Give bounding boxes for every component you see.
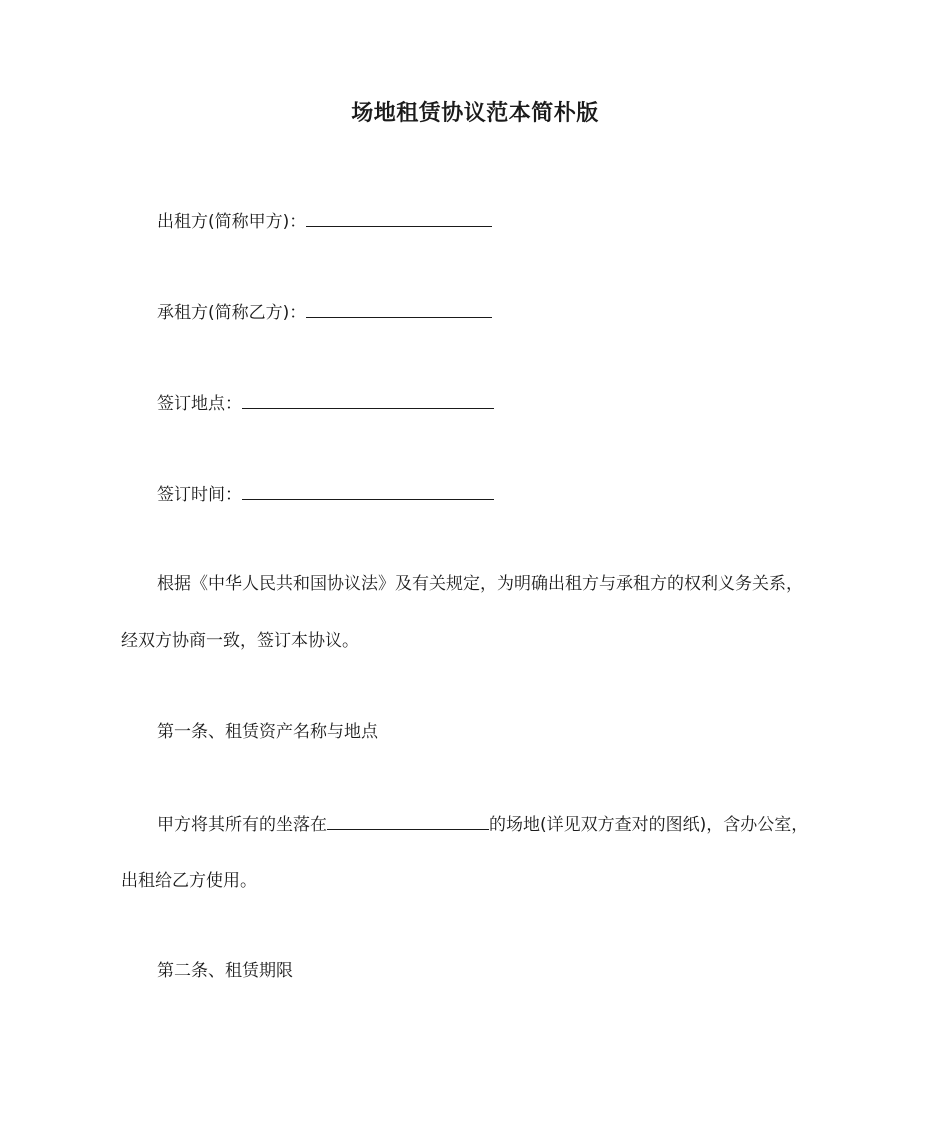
sign-time-line <box>157 481 494 507</box>
article1-heading: 第一条、租赁资产名称与地点 <box>157 722 378 742</box>
lessee-blank <box>306 299 492 318</box>
sign-time-blank <box>242 481 494 500</box>
sign-place-blank <box>242 390 494 409</box>
lessor-line <box>157 208 492 234</box>
sign-time-label: 签订时间： <box>157 485 242 505</box>
lessee-label: 承租方(简称乙方)： <box>157 303 307 323</box>
document-title: 场地租赁协议范本简朴版 <box>351 101 599 126</box>
preamble-line-2: 经双方协商一致，签订本协议。 <box>121 631 359 651</box>
article1-line-1 <box>157 811 808 837</box>
article1-location-blank <box>327 811 489 830</box>
article1-text-after: 的场地(详见双方查对的图纸)，含办公室， <box>489 815 809 835</box>
article1-line-2: 出租给乙方使用。 <box>121 871 257 891</box>
sign-place-label: 签订地点： <box>157 394 242 414</box>
lessee-line <box>157 299 492 325</box>
article1-text-before: 甲方将其所有的坐落在 <box>157 815 327 835</box>
sign-place-line <box>157 390 494 416</box>
article2-heading: 第二条、租赁期限 <box>157 961 293 981</box>
lessor-blank <box>306 208 492 227</box>
preamble-line-1: 根据《中华人民共和国协议法》及有关规定，为明确出租方与承租方的权利义务关系， <box>157 574 803 594</box>
lessor-label: 出租方(简称甲方)： <box>157 212 307 232</box>
